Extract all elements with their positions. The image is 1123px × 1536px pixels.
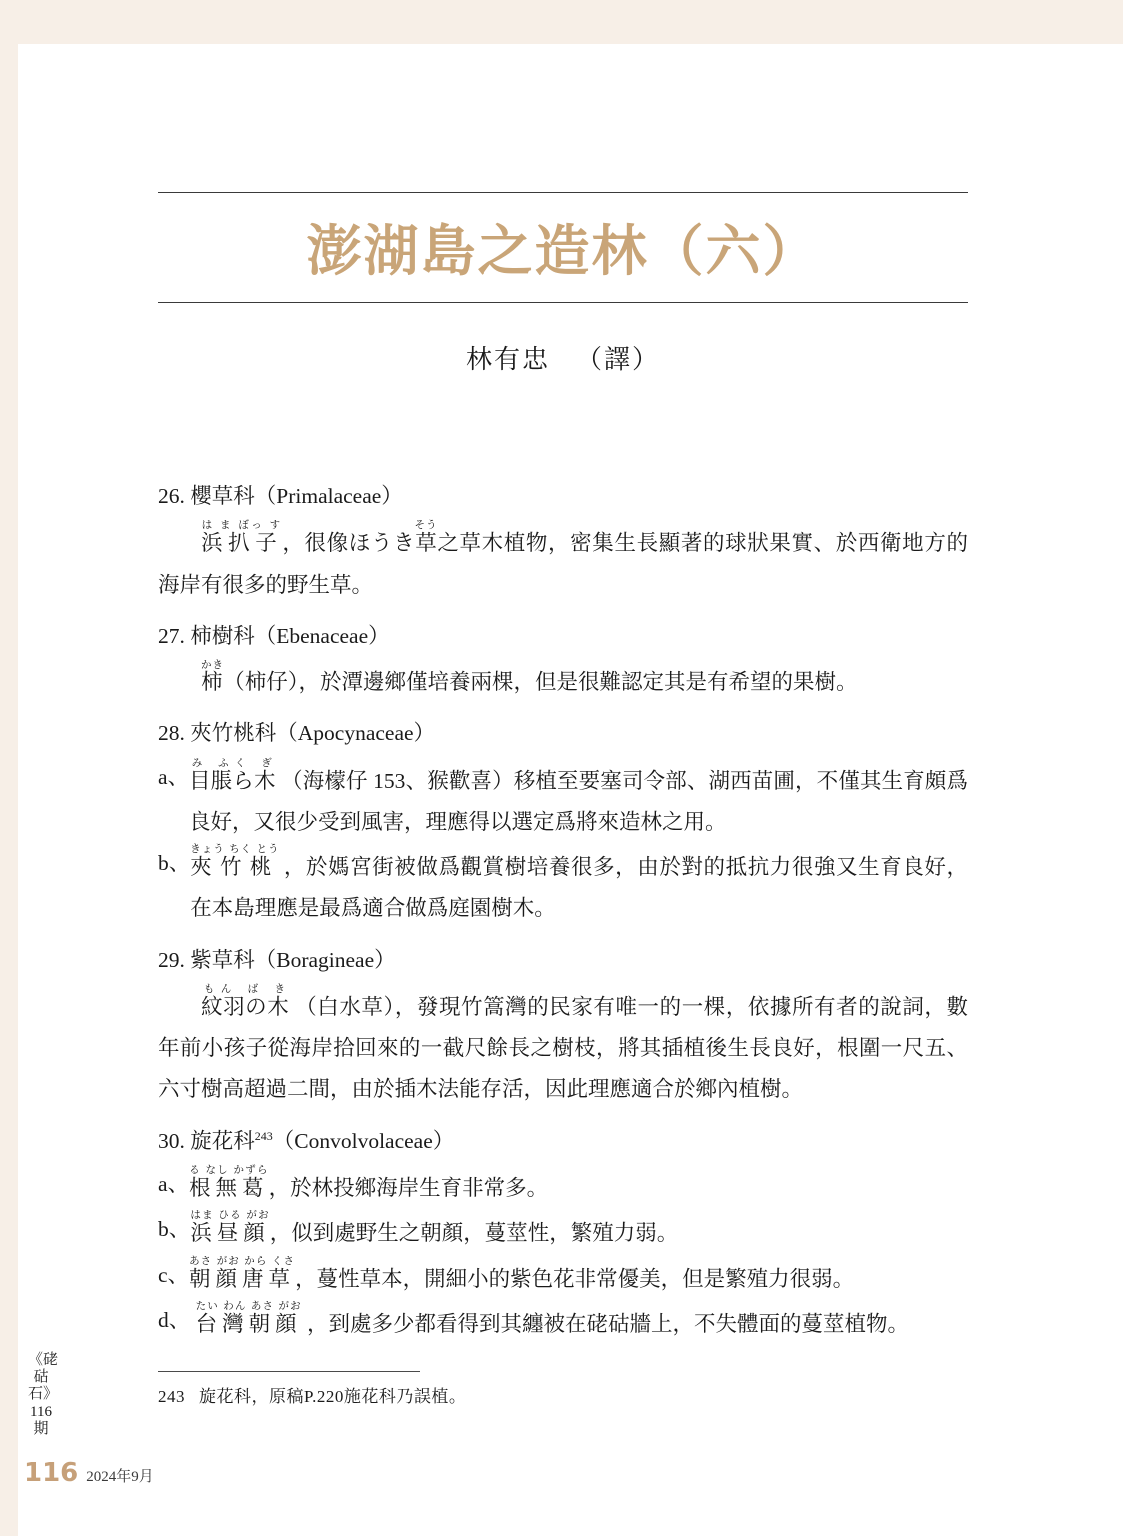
ruby-term-inline: 草そう [414, 519, 438, 556]
list-item [158, 1255, 968, 1300]
ruby-term: 朝顔唐草あさ がお から くさ [189, 1254, 296, 1291]
footnote-ref: 243 [254, 1128, 273, 1143]
item-marker: d、 [158, 1307, 191, 1332]
section-paragraph: 浜扒子は ま ぼっ す，很像ほうき草そう之草木植物，密集生長顯著的球狀果實、於西衛地方的海岸有很多的野生草。 [158, 519, 968, 597]
item-text: 浜昼顔はま ひる がお，似到處野生之朝顏，蔓莖性，繁殖力弱。 [190, 1209, 679, 1246]
series-label-line1: 《硓 [28, 1351, 59, 1368]
page-footer [24, 1458, 154, 1488]
list-item [158, 1209, 968, 1254]
ruby-term: 紋羽の木もん ば き [201, 982, 290, 1019]
footnote-text: 旋花科，原稿P.220施花科乃誤植。 [199, 1387, 467, 1407]
section-27 [158, 616, 968, 704]
issue-number: 116 [30, 1403, 52, 1420]
paragraph-text: （柿仔），於潭邊鄉僅培養兩棵，但是很難認定其是有希望的果樹。 [223, 670, 858, 695]
footnote-divider [158, 1371, 420, 1372]
item-text: 朝顔唐草あさ がお から くさ，蔓性草本，開細小的紫色花非常優美，但是繁殖力很弱。 [189, 1254, 855, 1291]
section-28 [158, 713, 968, 929]
issue-label: 期 [33, 1420, 49, 1437]
item-marker: a、 [158, 1171, 190, 1196]
list-item [158, 1164, 968, 1209]
title-block [158, 192, 968, 376]
list-item [158, 843, 968, 930]
paragraph-text: ，很像ほうき [282, 531, 416, 556]
item-marker: a、 [158, 764, 190, 789]
section-heading: 27. 柿樹科（Ebenaceae） [158, 623, 390, 648]
item-marker: c、 [158, 1262, 190, 1287]
section-heading: 28. 夾竹桃科（Apocynaceae） [158, 721, 436, 746]
section-26 [158, 476, 968, 606]
section-heading: 29. 紫草科（Boragineae） [158, 947, 396, 972]
page-number: 116 [24, 1458, 79, 1488]
page-content [158, 0, 968, 1407]
byline-role: （譯） [576, 345, 661, 374]
footnote-number: 243 [158, 1387, 185, 1407]
footnote [158, 1382, 968, 1407]
section-paragraph [158, 983, 968, 1111]
item-text: 夾竹桃きょう ちく とう ，於媽宮街被做爲觀賞樹培養很多，由於對的抵抗力很強又生育良好，在本島理應是最爲適合做爲庭園樹木。 [190, 843, 968, 921]
ruby-term: 台灣朝顔たい わん あさ がお [195, 1299, 302, 1336]
byline-name: 林有忠 [465, 345, 550, 374]
item-marker: b、 [158, 851, 191, 876]
document-body [158, 476, 968, 1345]
series-label-line2: 𥑮 [33, 1369, 49, 1385]
item-marker: b、 [158, 1217, 191, 1242]
section-29 [158, 940, 968, 1111]
ruby-term: 根無葛る なし かずら [189, 1163, 269, 1200]
paragraph-text: （白水草），發現竹篙灣的民家有唯一的一棵，依據所有者的說詞，數年前小孩子從海岸拾回來的一截尺餘長之樹枝，將其插植後生長良好，根圍一尺五、六寸樹高超過二間，由於插木法能存活，因此理應適合於鄉內植樹。 [158, 994, 968, 1102]
series-label-line3: 石》 [28, 1386, 59, 1403]
publication-date: 2024年9月 [86, 1469, 154, 1485]
section-paragraph [158, 659, 968, 703]
item-text: 台灣朝顔たい わん あさ がお ，到處多少都看得到其纏被在硓𥑮牆上，不失體面的蔓莖植物。 [195, 1299, 910, 1336]
section-30 [158, 1121, 968, 1345]
ruby-term: 夾竹桃きょう ちく とう [190, 843, 280, 880]
ruby-term: 柿かき [201, 659, 224, 695]
item-text: 根無葛る なし かずら，於林投鄉海岸生育非常多。 [189, 1163, 549, 1200]
title-rule-bottom [158, 302, 968, 303]
ruby-term: 浜扒子は ま ぼっ す [201, 519, 283, 556]
item-text: 目脹ら木み ふく ぎ （海檬仔 153、猴歡喜）移植至要塞司令部、湖西苗圃，不僅其生育頗爲良好，又很少受到風害，理應得以選定爲將來造林之用。 [189, 756, 968, 834]
page-title: 澎湖島之造林（六） [306, 218, 820, 283]
series-label [28, 1351, 59, 1438]
byline [158, 339, 968, 376]
ruby-term: 目脹ら木み ふく ぎ [189, 756, 276, 793]
ruby-term: 浜昼顔はま ひる がお [190, 1209, 270, 1246]
list-item [158, 1300, 968, 1345]
section-heading: 30. 旋花科$^{243}$（Convolvolaceae） [158, 1128, 455, 1153]
section-heading: 26. 櫻草科（Primalaceae） [158, 484, 403, 508]
left-decorative-band [0, 0, 18, 1536]
list-item [158, 757, 968, 844]
